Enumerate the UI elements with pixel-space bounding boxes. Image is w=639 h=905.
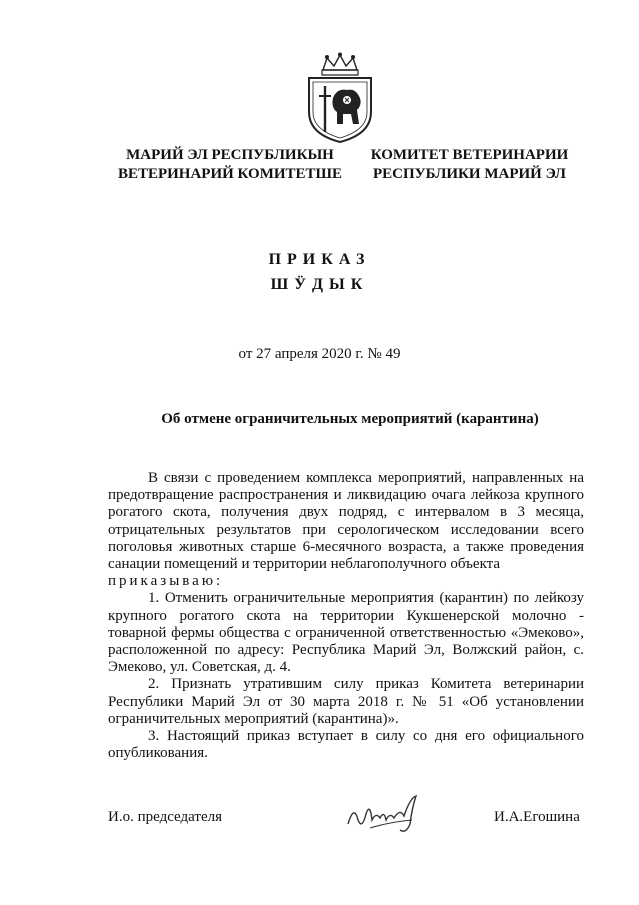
order-item-2: 2. Признать утратившим силу приказ Комитета ветеринарии Республики Марий Эл от 30 марта 2018 г. № 51 «Об установлении ограничительных мероприятий (карантина)». <box>108 676 584 727</box>
header-right-line2: РЕСПУБЛИКИ МАРИЙ ЭЛ <box>372 166 566 182</box>
signer-position: И.о. председателя <box>108 809 223 825</box>
signer-name: И.А.Егошина <box>494 809 580 825</box>
order-item-3: 3. Настоящий приказ вступает в силу со дня его официального опубликования. <box>108 728 584 762</box>
date-line: от 27 апреля 2020 г. № 49 <box>238 346 401 362</box>
header-left-line2: ВЕТЕРИНАРИЙ КОМИТЕТШЕ <box>117 166 343 182</box>
document-body <box>108 470 584 762</box>
header-right <box>362 146 577 184</box>
intro-paragraph: В связи с проведением комплекса мероприятий, направленных на предотвращение распространения и ликвидацию очага лейкоза крупного рогатого скота, получения двух подряд, с интервалом в 3 месяца, отрицательных результатов при серологическом исследовании всего поголовья животных старше 6-месячного возраста, а также проведения санации помещений и территории неблагополучного объекта <box>108 470 584 573</box>
mari-el-coat-of-arms-icon <box>303 52 377 144</box>
order-word: приказываю: <box>108 573 224 590</box>
subject-title: Об отмене ограничительных мероприятий (карантина) <box>161 411 539 427</box>
header-left-line1: МАРИЙ ЭЛ РЕСПУБЛИКЫН <box>126 147 334 163</box>
doc-type-mari: ШӰДЫК <box>270 276 369 293</box>
doc-type-ru: ПРИКАЗ <box>268 251 371 268</box>
handwritten-signature-icon <box>340 790 430 835</box>
header-right-line1: КОМИТЕТ ВЕТЕРИНАРИИ <box>370 147 569 163</box>
header-left <box>110 146 350 184</box>
order-item-1: 1. Отменить ограничительные мероприятия (карантин) по лейкозу крупного рогатого скота на территории Кукшенерской молочно - товарной фермы общества с ограниченной ответственностью «Эмеково», расположенной по адресу: Республика Марий Эл, Волжский район, с. Эмеково, ул. Советская, д. 4. <box>108 590 584 676</box>
